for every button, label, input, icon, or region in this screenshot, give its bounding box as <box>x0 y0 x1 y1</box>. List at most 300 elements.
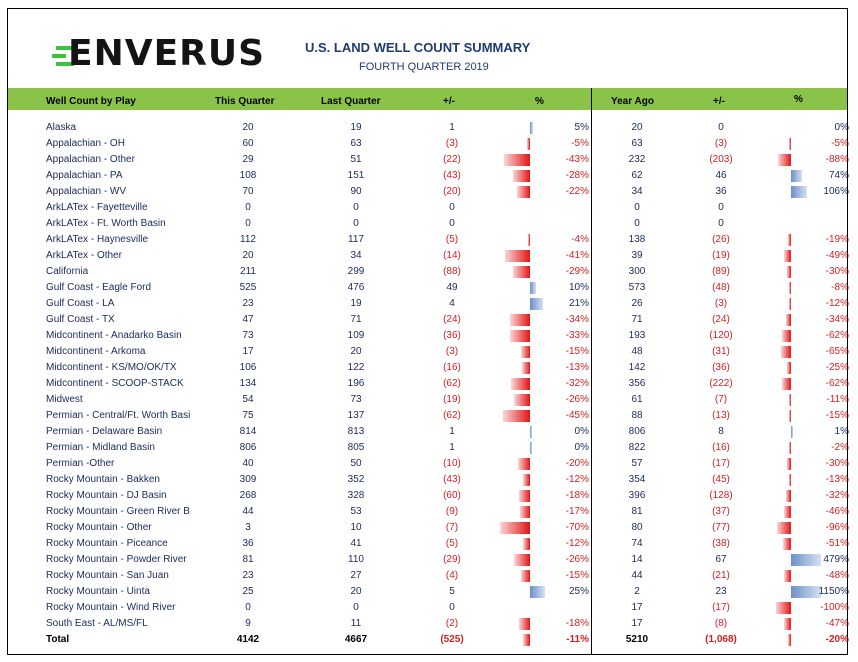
quarter-pct-bar <box>513 266 530 278</box>
year-change-value: (36) <box>712 362 730 373</box>
this-quarter-value: 814 <box>239 426 257 437</box>
last-quarter-value: 109 <box>347 330 365 341</box>
year-pct-bar <box>778 154 791 166</box>
quarter-pct-bar <box>521 346 530 358</box>
year-pct-value: 0% <box>834 122 849 133</box>
year-pct-value: -15% <box>825 410 849 421</box>
last-quarter-value: 352 <box>347 474 365 485</box>
last-quarter-value: 63 <box>350 138 362 149</box>
year-pct-bar <box>788 234 791 246</box>
quarter-change-value: (22) <box>443 154 461 165</box>
year-pct-bar <box>791 426 793 438</box>
year-ago-value: 354 <box>628 474 646 485</box>
year-ago-value: 2 <box>634 586 640 597</box>
play-name: Total <box>46 634 70 645</box>
table-row <box>8 248 847 264</box>
table-row <box>8 136 847 152</box>
play-name: Rocky Mountain - Piceance <box>46 538 168 549</box>
quarter-pct-value: -33% <box>565 330 589 341</box>
quarter-pct-bar <box>505 250 530 262</box>
this-quarter-value: 0 <box>245 202 251 213</box>
last-quarter-value: 20 <box>350 346 362 357</box>
quarter-change-value: (19) <box>443 394 461 405</box>
quarter-pct-bar <box>523 538 530 550</box>
year-ago-value: 17 <box>631 602 643 613</box>
last-quarter-value: 117 <box>348 234 364 245</box>
year-pct-value: -100% <box>820 602 849 613</box>
play-name: Gulf Coast - TX <box>46 314 115 325</box>
this-quarter-value: 25 <box>242 586 254 597</box>
this-quarter-value: 309 <box>239 474 257 485</box>
quarter-change-value: 0 <box>449 602 455 613</box>
play-name: Midwest <box>46 394 83 405</box>
year-pct-value: 479% <box>823 554 849 565</box>
year-pct-value: -32% <box>825 490 849 501</box>
year-pct-bar <box>787 266 792 278</box>
table-row <box>8 552 847 568</box>
quarter-pct-bar <box>514 394 530 406</box>
header-year-ago: Year Ago <box>611 96 654 107</box>
this-quarter-value: 3 <box>245 522 251 533</box>
quarter-change-value: (62) <box>443 410 461 421</box>
year-ago-value: 396 <box>628 490 646 501</box>
quarter-change-value: (43) <box>443 474 461 485</box>
year-change-value: (1,068) <box>705 634 737 645</box>
quarter-change-value: 1 <box>449 122 455 133</box>
year-ago-value: 356 <box>628 378 646 389</box>
year-change-value: (24) <box>712 314 730 325</box>
this-quarter-value: 525 <box>239 282 257 293</box>
play-name: Midcontinent - SCOOP-STACK <box>46 378 184 389</box>
table-row <box>8 184 847 200</box>
quarter-pct-value: -34% <box>565 314 589 325</box>
year-change-value: (17) <box>712 602 730 613</box>
play-name: ArkLATex - Fayetteville <box>46 202 148 213</box>
year-ago-value: 57 <box>631 458 643 469</box>
quarter-pct-value: -26% <box>565 394 589 405</box>
quarter-pct-value: -70% <box>565 522 589 533</box>
last-quarter-value: 34 <box>350 250 362 261</box>
quarter-pct-bar <box>503 410 530 422</box>
year-pct-value: -51% <box>825 538 849 549</box>
year-ago-value: 71 <box>631 314 643 325</box>
play-name: Rocky Mountain - Uinta <box>46 586 150 597</box>
year-pct-bar <box>782 378 791 390</box>
year-ago-value: 48 <box>631 346 643 357</box>
this-quarter-value: 108 <box>239 170 257 181</box>
quarter-change-value: (9) <box>445 506 459 517</box>
play-name: Rocky Mountain - Other <box>46 522 152 533</box>
last-quarter-value: 813 <box>347 426 365 437</box>
year-change-value: (26) <box>712 234 730 245</box>
play-name: Permian - Central/Ft. Worth Basi <box>46 410 191 421</box>
last-quarter-value: 299 <box>347 266 365 277</box>
this-quarter-value: 23 <box>242 570 254 581</box>
table-row <box>8 216 847 232</box>
quarter-pct-bar <box>519 490 530 502</box>
quarter-change-value: (62) <box>443 378 461 389</box>
year-ago-value: 822 <box>628 442 646 453</box>
year-ago-value: 39 <box>631 250 643 261</box>
year-ago-value: 81 <box>631 506 643 517</box>
year-pct-bar <box>787 458 792 470</box>
year-ago-value: 193 <box>628 330 646 341</box>
quarter-change-value: 0 <box>449 218 455 229</box>
table-row <box>8 344 847 360</box>
quarter-pct-bar <box>523 474 530 486</box>
table-row <box>8 152 847 168</box>
quarter-pct-bar <box>504 154 530 166</box>
quarter-change-value: 1 <box>449 442 455 453</box>
year-pct-bar <box>784 618 791 630</box>
quarter-pct-value: 0% <box>574 442 589 453</box>
year-change-value: (37) <box>712 506 730 517</box>
year-pct-bar <box>787 362 791 374</box>
year-pct-value: 106% <box>823 186 849 197</box>
quarter-pct-value: -17% <box>565 506 589 517</box>
year-change-value: (8) <box>714 618 728 629</box>
this-quarter-value: 81 <box>242 554 254 565</box>
this-quarter-value: 75 <box>242 410 254 421</box>
play-name: Midcontinent - Arkoma <box>46 346 146 357</box>
header-play: Well Count by Play <box>46 96 136 107</box>
year-pct-bar <box>783 538 791 550</box>
table-row <box>8 504 847 520</box>
quarter-change-value: 0 <box>449 202 455 213</box>
last-quarter-value: 0 <box>353 602 359 613</box>
play-name: Permian - Midland Basin <box>46 442 155 453</box>
this-quarter-value: 211 <box>240 266 256 277</box>
year-pct-value: -62% <box>825 378 849 389</box>
year-ago-value: 34 <box>631 186 643 197</box>
year-change-value: 0 <box>718 218 724 229</box>
year-change-value: (7) <box>714 394 728 405</box>
quarter-change-value: (4) <box>445 570 459 581</box>
quarter-change-value: (2) <box>445 618 459 629</box>
report-subtitle: FOURTH QUARTER 2019 <box>359 61 489 73</box>
quarter-pct-bar <box>530 122 533 134</box>
quarter-pct-bar <box>527 138 530 150</box>
table-row <box>8 568 847 584</box>
year-change-value: (48) <box>712 282 730 293</box>
this-quarter-value: 60 <box>242 138 254 149</box>
play-name: California <box>46 266 89 277</box>
quarter-change-value: 49 <box>446 282 458 293</box>
quarter-change-value: 5 <box>449 586 455 597</box>
year-pct-bar <box>786 314 791 326</box>
year-pct-value: -19% <box>825 234 849 245</box>
this-quarter-value: 20 <box>242 122 254 133</box>
this-quarter-value: 4142 <box>236 634 260 645</box>
header-diff-quarter: +/- <box>443 96 455 107</box>
year-pct-bar <box>789 394 791 406</box>
this-quarter-value: 73 <box>242 330 254 341</box>
year-change-value: (222) <box>709 378 733 389</box>
quarter-pct-value: 5% <box>574 122 589 133</box>
year-ago-value: 20 <box>631 122 643 133</box>
year-change-value: (128) <box>709 490 733 501</box>
year-pct-value: -2% <box>831 442 849 453</box>
year-change-value: 0 <box>718 202 724 213</box>
year-ago-value: 44 <box>631 570 643 581</box>
quarter-change-value: (20) <box>443 186 461 197</box>
year-ago-value: 63 <box>631 138 643 149</box>
header-pct-year: % <box>794 94 803 105</box>
header-this-quarter: This Quarter <box>215 96 275 107</box>
year-pct-value: -46% <box>825 506 849 517</box>
year-ago-value: 806 <box>628 426 646 437</box>
year-pct-value: -96% <box>825 522 849 533</box>
quarter-change-value: (3) <box>445 138 459 149</box>
table-row <box>8 312 847 328</box>
play-name: Rocky Mountain - Green River B <box>46 506 190 517</box>
play-name: Rocky Mountain - Powder River <box>46 554 187 565</box>
table-row <box>8 440 847 456</box>
year-change-value: (17) <box>712 458 730 469</box>
this-quarter-value: 0 <box>245 218 251 229</box>
table-row <box>8 424 847 440</box>
year-pct-value: -34% <box>825 314 849 325</box>
quarter-change-value: (43) <box>443 170 461 181</box>
play-name: Rocky Mountain - DJ Basin <box>46 490 167 501</box>
report-title: U.S. LAND WELL COUNT SUMMARY <box>305 40 531 55</box>
this-quarter-value: 0 <box>245 602 251 613</box>
year-pct-bar <box>784 570 791 582</box>
table-row <box>8 168 847 184</box>
play-name: Appalachian - OH <box>46 138 125 149</box>
this-quarter-value: 36 <box>242 538 254 549</box>
header-pct-quarter: % <box>535 96 544 107</box>
last-quarter-value: 10 <box>350 522 362 533</box>
play-name: Appalachian - PA <box>46 170 123 181</box>
quarter-pct-bar <box>520 506 530 518</box>
year-pct-value: -5% <box>831 138 849 149</box>
quarter-pct-value: -4% <box>571 234 589 245</box>
table-row <box>8 520 847 536</box>
quarter-change-value: (60) <box>443 490 461 501</box>
this-quarter-value: 9 <box>245 618 251 629</box>
this-quarter-value: 70 <box>242 186 254 197</box>
quarter-pct-value: 10% <box>568 282 589 293</box>
quarter-pct-value: -20% <box>565 458 589 469</box>
year-ago-value: 61 <box>631 394 643 405</box>
year-pct-value: -8% <box>831 282 849 293</box>
last-quarter-value: 0 <box>353 202 359 213</box>
last-quarter-value: 476 <box>347 282 365 293</box>
this-quarter-value: 29 <box>242 154 254 165</box>
year-ago-value: 5210 <box>625 634 649 645</box>
header-last-quarter: Last Quarter <box>321 96 381 107</box>
table-row <box>8 616 847 632</box>
this-quarter-value: 54 <box>242 394 254 405</box>
last-quarter-value: 73 <box>350 394 362 405</box>
table-row <box>8 232 847 248</box>
year-pct-value: 1150% <box>818 586 849 597</box>
year-pct-value: -30% <box>825 458 849 469</box>
year-ago-value: 300 <box>628 266 646 277</box>
year-pct-value: -88% <box>825 154 849 165</box>
quarter-pct-value: -43% <box>565 154 589 165</box>
year-change-value: (120) <box>709 330 733 341</box>
year-pct-bar <box>776 602 791 614</box>
last-quarter-value: 110 <box>348 554 364 565</box>
quarter-pct-value: -13% <box>565 362 589 373</box>
quarter-pct-value: -18% <box>565 618 589 629</box>
play-name: Gulf Coast - LA <box>46 298 115 309</box>
year-change-value: 8 <box>718 426 724 437</box>
year-pct-bar <box>784 506 791 518</box>
this-quarter-value: 20 <box>242 250 254 261</box>
play-name: ArkLATex - Ft. Worth Basin <box>46 218 166 229</box>
last-quarter-value: 27 <box>350 570 362 581</box>
quarter-pct-value: 25% <box>568 586 589 597</box>
year-pct-value: -47% <box>825 618 849 629</box>
play-name: Permian -Other <box>46 458 115 469</box>
quarter-change-value: (10) <box>443 458 461 469</box>
quarter-pct-value: -45% <box>565 410 589 421</box>
year-pct-value: -48% <box>825 570 849 581</box>
year-pct-value: -13% <box>825 474 849 485</box>
quarter-pct-value: -11% <box>566 634 589 645</box>
last-quarter-value: 90 <box>350 186 362 197</box>
quarter-change-value: (3) <box>445 346 459 357</box>
table-row <box>8 120 847 136</box>
table-row <box>8 600 847 616</box>
quarter-pct-bar <box>514 554 530 566</box>
quarter-pct-bar <box>530 426 532 438</box>
play-name: ArkLATex - Haynesville <box>46 234 149 245</box>
year-pct-value: -20% <box>825 634 849 645</box>
quarter-change-value: (24) <box>443 314 461 325</box>
last-quarter-value: 0 <box>353 218 359 229</box>
quarter-change-value: 4 <box>449 298 455 309</box>
year-change-value: (19) <box>712 250 730 261</box>
play-name: Permian - Delaware Basin <box>46 426 163 437</box>
quarter-pct-value: -15% <box>565 570 589 581</box>
year-pct-bar <box>788 634 791 646</box>
quarter-pct-value: -41% <box>565 250 589 261</box>
quarter-pct-bar <box>521 570 530 582</box>
year-change-value: (13) <box>712 410 730 421</box>
quarter-pct-value: -15% <box>565 346 589 357</box>
this-quarter-value: 806 <box>239 442 257 453</box>
year-change-value: (203) <box>709 154 733 165</box>
quarter-pct-value: -12% <box>565 474 589 485</box>
this-quarter-value: 268 <box>239 490 257 501</box>
this-quarter-value: 47 <box>242 314 254 325</box>
play-name: Rocky Mountain - San Juan <box>46 570 169 581</box>
quarter-change-value: (14) <box>443 250 461 261</box>
table-row <box>8 264 847 280</box>
quarter-pct-bar <box>513 170 530 182</box>
year-ago-value: 0 <box>634 218 640 229</box>
play-name: South East - AL/MS/FL <box>46 618 148 629</box>
last-quarter-value: 53 <box>350 506 362 517</box>
year-pct-bar <box>777 522 791 534</box>
quarter-pct-bar <box>510 314 530 326</box>
quarter-change-value: (29) <box>443 554 461 565</box>
this-quarter-value: 23 <box>242 298 254 309</box>
last-quarter-value: 196 <box>347 378 365 389</box>
quarter-pct-bar <box>522 362 530 374</box>
year-pct-bar <box>789 138 791 150</box>
last-quarter-value: 71 <box>350 314 362 325</box>
quarter-pct-bar <box>500 522 530 534</box>
year-pct-bar <box>789 298 791 310</box>
table-row <box>8 472 847 488</box>
year-ago-value: 573 <box>628 282 646 293</box>
play-name: Appalachian - Other <box>46 154 135 165</box>
last-quarter-value: 41 <box>350 538 362 549</box>
quarter-change-value: (5) <box>445 538 459 549</box>
year-change-value: 23 <box>715 586 727 597</box>
this-quarter-value: 106 <box>239 362 257 373</box>
year-change-value: (77) <box>712 522 730 533</box>
year-change-value: (21) <box>712 570 730 581</box>
play-name: Gulf Coast - Eagle Ford <box>46 282 152 293</box>
year-pct-bar <box>786 490 791 502</box>
table-row <box>8 584 847 600</box>
quarter-pct-value: -29% <box>565 266 589 277</box>
quarter-pct-value: -26% <box>565 554 589 565</box>
quarter-pct-value: -28% <box>565 170 589 181</box>
table-row <box>8 280 847 296</box>
quarter-pct-bar <box>518 458 530 470</box>
this-quarter-value: 134 <box>239 378 257 389</box>
year-pct-bar <box>789 474 791 486</box>
last-quarter-value: 328 <box>347 490 365 501</box>
quarter-pct-value: -5% <box>571 138 589 149</box>
year-change-value: (16) <box>712 442 730 453</box>
quarter-change-value: 1 <box>449 426 455 437</box>
quarter-pct-bar <box>519 618 530 630</box>
year-ago-value: 26 <box>631 298 643 309</box>
quarter-pct-bar <box>523 634 530 646</box>
table-row <box>8 392 847 408</box>
table-row <box>8 200 847 216</box>
table-row <box>8 456 847 472</box>
year-ago-value: 17 <box>631 618 643 629</box>
table-row <box>8 328 847 344</box>
year-pct-value: -11% <box>826 394 849 405</box>
quarter-change-value: (36) <box>443 330 461 341</box>
last-quarter-value: 51 <box>350 154 362 165</box>
year-change-value: (3) <box>714 298 728 309</box>
year-change-value: (31) <box>712 346 730 357</box>
year-pct-bar <box>781 346 791 358</box>
last-quarter-value: 122 <box>347 362 365 373</box>
quarter-pct-value: -32% <box>565 378 589 389</box>
last-quarter-value: 20 <box>350 586 362 597</box>
play-name: Midcontinent - Anadarko Basin <box>46 330 182 341</box>
year-ago-value: 14 <box>631 554 643 565</box>
play-name: Appalachian - WV <box>46 186 127 197</box>
last-quarter-value: 50 <box>350 458 362 469</box>
total-row <box>8 632 847 648</box>
brand-name: ENVERUS <box>68 33 266 74</box>
year-pct-value: 1% <box>834 426 849 437</box>
quarter-pct-value: -22% <box>565 186 589 197</box>
year-pct-value: -49% <box>825 250 849 261</box>
year-change-value: 36 <box>715 186 727 197</box>
table-row <box>8 536 847 552</box>
table-row <box>8 360 847 376</box>
year-ago-value: 88 <box>631 410 643 421</box>
this-quarter-value: 40 <box>242 458 254 469</box>
this-quarter-value: 44 <box>242 506 254 517</box>
last-quarter-value: 805 <box>347 442 365 453</box>
year-change-value: 0 <box>718 122 724 133</box>
